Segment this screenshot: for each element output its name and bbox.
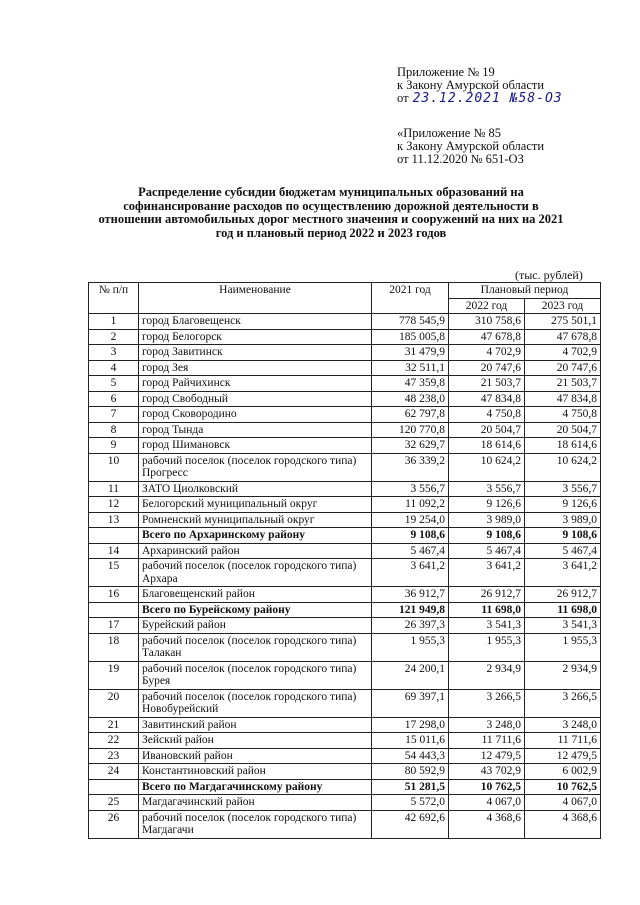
row-2022: 10 762,5 (449, 779, 525, 795)
row-name: рабочий поселок (поселок городского типа) Новобурейский (139, 689, 372, 717)
row-number: 13 (89, 512, 139, 528)
row-2023: 3 556,7 (525, 481, 601, 497)
table-row (89, 795, 601, 811)
row-2022: 4 067,0 (449, 795, 525, 811)
row-2023: 4 067,0 (525, 795, 601, 811)
row-2022: 4 368,6 (449, 810, 525, 838)
header-2023: 2023 год (525, 298, 601, 314)
row-number: 22 (89, 733, 139, 749)
table-row (89, 733, 601, 749)
row-2022: 43 702,9 (449, 764, 525, 780)
row-name: город Завитинск (139, 345, 372, 361)
row-number (89, 779, 139, 795)
row-2021: 1 955,3 (372, 633, 449, 661)
row-2021: 36 339,2 (372, 453, 449, 481)
row-name: Белогорский муниципальный округ (139, 497, 372, 513)
row-2022: 3 641,2 (449, 559, 525, 587)
table-row (89, 512, 601, 528)
header-2021: 2021 год (372, 283, 449, 314)
row-number: 1 (89, 314, 139, 330)
table-row (89, 661, 601, 689)
row-2021: 32 511,1 (372, 360, 449, 376)
row-2021: 121 949,8 (372, 602, 449, 618)
header-name: Наименование (139, 283, 372, 314)
row-name: Всего по Архаринскому району (139, 528, 372, 544)
row-number: 5 (89, 376, 139, 392)
row-2021: 120 770,8 (372, 422, 449, 438)
row-number: 3 (89, 345, 139, 361)
row-number: 11 (89, 481, 139, 497)
row-2021: 47 359,8 (372, 376, 449, 392)
header-2022: 2022 год (449, 298, 525, 314)
row-2022: 3 989,0 (449, 512, 525, 528)
row-name: Ромненский муниципальный округ (139, 512, 372, 528)
row-2022: 21 503,7 (449, 376, 525, 392)
row-number: 9 (89, 438, 139, 454)
row-number (89, 602, 139, 618)
row-number: 10 (89, 453, 139, 481)
table-row (89, 633, 601, 661)
header-planned: Плановый период (449, 283, 601, 299)
row-2021: 26 397,3 (372, 618, 449, 634)
row-name: Магдагачинский район (139, 795, 372, 811)
row-2021: 62 797,8 (372, 407, 449, 423)
row-number: 12 (89, 497, 139, 513)
row-2023: 9 126,6 (525, 497, 601, 513)
handwritten-date: 23.12.2021 №58-ОЗ (412, 91, 563, 106)
row-2021: 54 443,3 (372, 748, 449, 764)
row-name: Архаринский район (139, 543, 372, 559)
row-name: Зейский район (139, 733, 372, 749)
row-2023: 10 762,5 (525, 779, 601, 795)
row-2021: 69 397,1 (372, 689, 449, 717)
original-appendix-header (397, 127, 544, 166)
row-name: Всего по Магдагачинскому району (139, 779, 372, 795)
table-row (89, 497, 601, 513)
table-row (89, 748, 601, 764)
row-number: 4 (89, 360, 139, 376)
row-2022: 20 747,6 (449, 360, 525, 376)
row-2021: 9 108,6 (372, 528, 449, 544)
table-row (89, 543, 601, 559)
row-2023: 1 955,3 (525, 633, 601, 661)
table-row (89, 587, 601, 603)
table-subtotal-row (89, 779, 601, 795)
row-2023: 3 541,3 (525, 618, 601, 634)
table-row (89, 329, 601, 345)
original-appendix-number: «Приложение № 85 (397, 126, 502, 140)
row-2022: 9 108,6 (449, 528, 525, 544)
row-2021: 5 572,0 (372, 795, 449, 811)
row-2022: 3 541,3 (449, 618, 525, 634)
row-number: 15 (89, 559, 139, 587)
table-row (89, 422, 601, 438)
row-2021: 5 467,4 (372, 543, 449, 559)
row-2021: 3 556,7 (372, 481, 449, 497)
row-2023: 9 108,6 (525, 528, 601, 544)
appendix-number: Приложение № 19 (397, 65, 495, 79)
row-name: рабочий поселок (поселок городского типа) Бурея (139, 661, 372, 689)
row-name: Благовещенский район (139, 587, 372, 603)
original-appendix-date: от 11.12.2020 № 651-ОЗ (397, 152, 524, 166)
row-2023: 275 501,1 (525, 314, 601, 330)
row-2021: 17 298,0 (372, 717, 449, 733)
row-name: рабочий поселок (поселок городского типа) Талакан (139, 633, 372, 661)
row-name: рабочий поселок (поселок городского типа) Магдагачи (139, 810, 372, 838)
row-number: 23 (89, 748, 139, 764)
row-2023: 3 641,2 (525, 559, 601, 587)
row-2023: 4 368,6 (525, 810, 601, 838)
table-row (89, 438, 601, 454)
row-2023: 3 266,5 (525, 689, 601, 717)
header-num: № п/п (89, 283, 139, 314)
row-2023: 21 503,7 (525, 376, 601, 392)
row-2023: 5 467,4 (525, 543, 601, 559)
row-2021: 48 238,0 (372, 391, 449, 407)
row-number: 20 (89, 689, 139, 717)
table-row (89, 717, 601, 733)
row-2022: 1 955,3 (449, 633, 525, 661)
appendix-header (397, 66, 563, 105)
row-name: ЗАТО Циолковский (139, 481, 372, 497)
row-2022: 47 678,8 (449, 329, 525, 345)
row-name: город Благовещенск (139, 314, 372, 330)
row-number: 8 (89, 422, 139, 438)
row-number: 19 (89, 661, 139, 689)
row-2023: 2 934,9 (525, 661, 601, 689)
row-2023: 4 702,9 (525, 345, 601, 361)
row-number: 25 (89, 795, 139, 811)
row-2022: 3 248,0 (449, 717, 525, 733)
row-2023: 20 504,7 (525, 422, 601, 438)
row-number: 24 (89, 764, 139, 780)
row-name: рабочий поселок (поселок городского типа) Архара (139, 559, 372, 587)
row-name: город Белогорск (139, 329, 372, 345)
row-name: Всего по Бурейскому району (139, 602, 372, 618)
row-2023: 6 002,9 (525, 764, 601, 780)
row-number: 16 (89, 587, 139, 603)
document-title: Распределение субсидии бюджетам муниципальных образований на софинансирование расходов по осуществлению дорожной деятельности в отношении автомобильных дорог местного значения и сооружений на них на 2021 год и плановый период 2022 и 2023 годов (98, 185, 564, 240)
table-subtotal-row (89, 528, 601, 544)
row-2021: 24 200,1 (372, 661, 449, 689)
unit-label: (тыс. рублей) (515, 268, 583, 282)
row-2023: 11 698,0 (525, 602, 601, 618)
row-number: 6 (89, 391, 139, 407)
row-2021: 51 281,5 (372, 779, 449, 795)
row-2023: 10 624,2 (525, 453, 601, 481)
table-row (89, 689, 601, 717)
row-2023: 18 614,6 (525, 438, 601, 454)
row-2022: 12 479,5 (449, 748, 525, 764)
row-2022: 18 614,6 (449, 438, 525, 454)
row-2021: 778 545,9 (372, 314, 449, 330)
row-2022: 11 711,6 (449, 733, 525, 749)
row-2022: 9 126,6 (449, 497, 525, 513)
row-2021: 32 629,7 (372, 438, 449, 454)
subsidy-table (88, 282, 601, 839)
row-2022: 3 556,7 (449, 481, 525, 497)
row-number: 18 (89, 633, 139, 661)
table-row (89, 376, 601, 392)
table-subtotal-row (89, 602, 601, 618)
row-2022: 26 912,7 (449, 587, 525, 603)
row-2023: 47 834,8 (525, 391, 601, 407)
row-2023: 3 248,0 (525, 717, 601, 733)
row-name: Ивановский район (139, 748, 372, 764)
row-2021: 11 092,2 (372, 497, 449, 513)
row-name: город Тында (139, 422, 372, 438)
original-appendix-law: к Закону Амурской области (397, 139, 545, 153)
row-number: 26 (89, 810, 139, 838)
table-row (89, 345, 601, 361)
row-2021: 15 011,6 (372, 733, 449, 749)
row-2022: 3 266,5 (449, 689, 525, 717)
table-row (89, 360, 601, 376)
row-2022: 5 467,4 (449, 543, 525, 559)
row-name: город Сковородино (139, 407, 372, 423)
row-name: Завитинский район (139, 717, 372, 733)
row-2022: 20 504,7 (449, 422, 525, 438)
row-name: Константиновский район (139, 764, 372, 780)
row-name: город Райчихинск (139, 376, 372, 392)
appendix-date-line (397, 92, 563, 105)
row-2021: 80 592,9 (372, 764, 449, 780)
row-number: 21 (89, 717, 139, 733)
row-2023: 3 989,0 (525, 512, 601, 528)
row-2023: 20 747,6 (525, 360, 601, 376)
row-2022: 2 934,9 (449, 661, 525, 689)
row-2023: 11 711,6 (525, 733, 601, 749)
table-row (89, 618, 601, 634)
row-2021: 36 912,7 (372, 587, 449, 603)
row-2023: 26 912,7 (525, 587, 601, 603)
row-2023: 4 750,8 (525, 407, 601, 423)
table-row (89, 810, 601, 838)
row-2022: 10 624,2 (449, 453, 525, 481)
row-2022: 4 702,9 (449, 345, 525, 361)
row-2022: 310 758,6 (449, 314, 525, 330)
row-2022: 47 834,8 (449, 391, 525, 407)
row-number: 2 (89, 329, 139, 345)
row-name: город Зея (139, 360, 372, 376)
row-number (89, 528, 139, 544)
row-2021: 31 479,9 (372, 345, 449, 361)
table-row (89, 559, 601, 587)
row-2023: 47 678,8 (525, 329, 601, 345)
row-2021: 185 005,8 (372, 329, 449, 345)
row-name: рабочий поселок (поселок городского типа) Прогресс (139, 453, 372, 481)
row-number: 7 (89, 407, 139, 423)
table-row (89, 391, 601, 407)
row-2023: 12 479,5 (525, 748, 601, 764)
appendix-date-prefix: от (397, 91, 409, 105)
row-2021: 19 254,0 (372, 512, 449, 528)
row-2022: 4 750,8 (449, 407, 525, 423)
appendix-law: к Закону Амурской области (397, 78, 545, 92)
row-number: 14 (89, 543, 139, 559)
table-row (89, 407, 601, 423)
table-row (89, 453, 601, 481)
row-2022: 11 698,0 (449, 602, 525, 618)
row-name: Бурейский район (139, 618, 372, 634)
row-number: 17 (89, 618, 139, 634)
row-name: город Шимановск (139, 438, 372, 454)
row-2021: 3 641,2 (372, 559, 449, 587)
table-row (89, 314, 601, 330)
table-row (89, 481, 601, 497)
row-2021: 42 692,6 (372, 810, 449, 838)
row-name: город Свободный (139, 391, 372, 407)
table-row (89, 764, 601, 780)
